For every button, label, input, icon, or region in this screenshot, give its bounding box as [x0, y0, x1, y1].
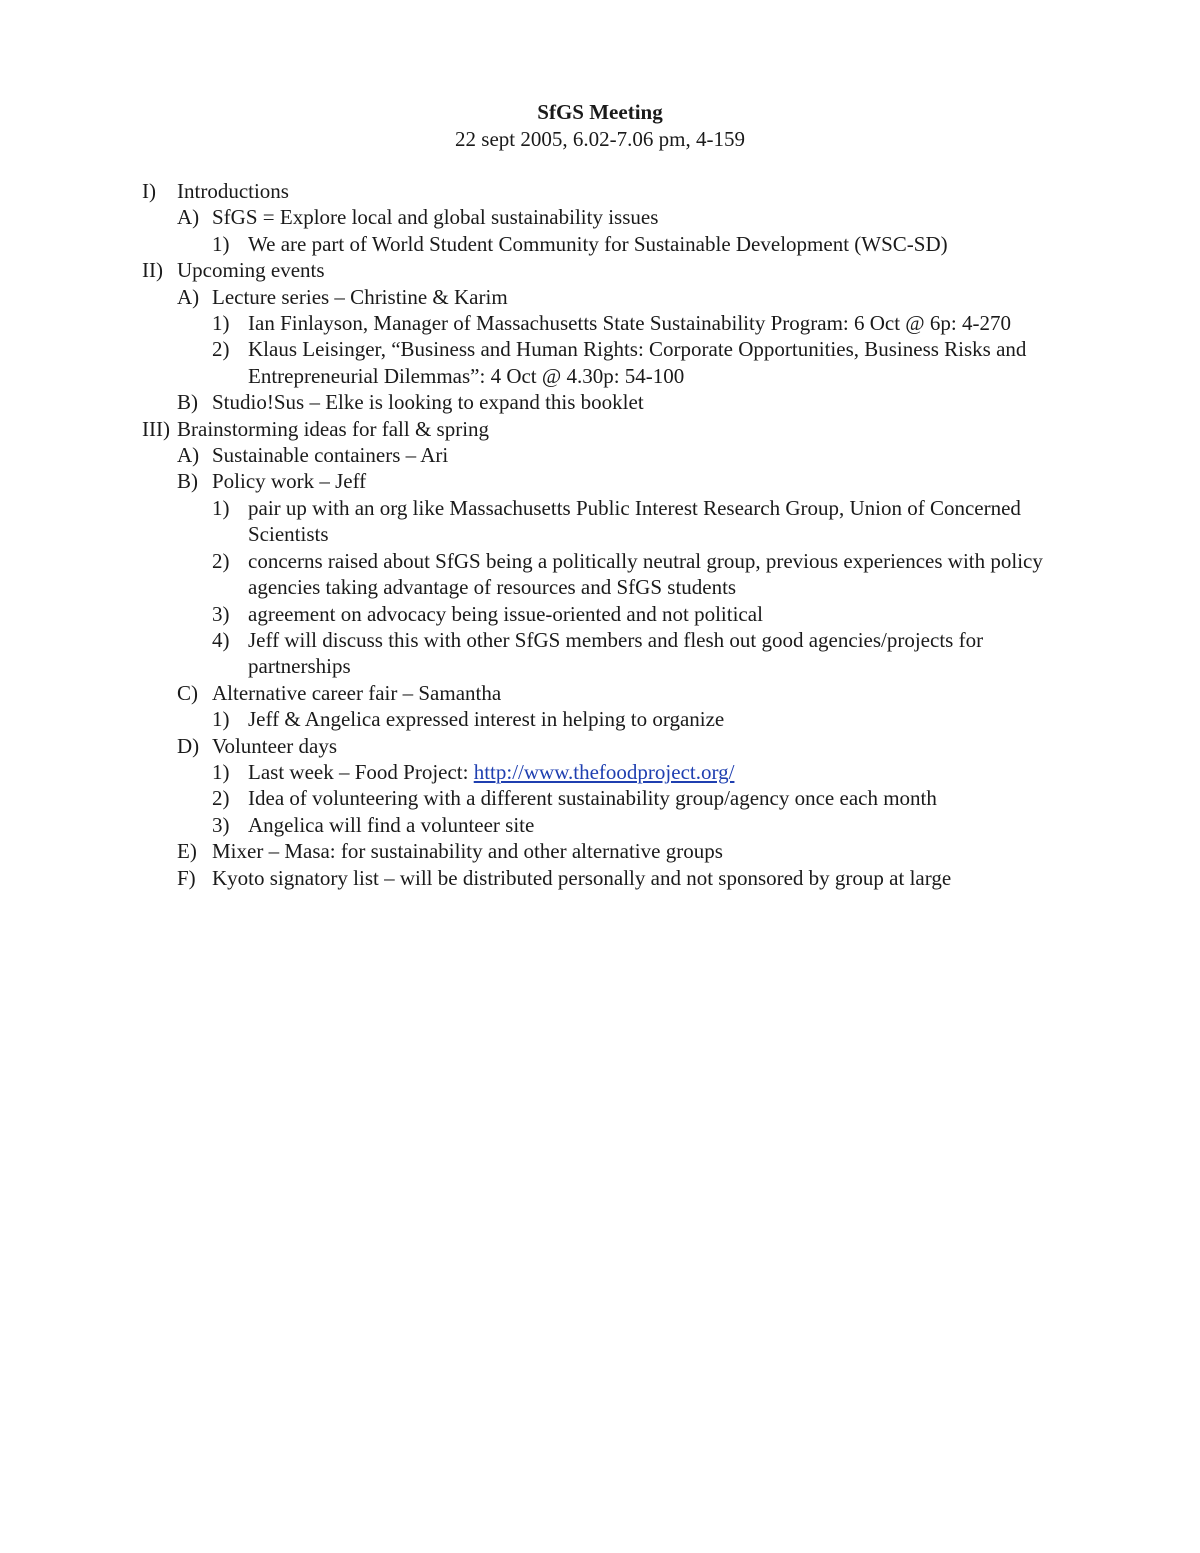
outline-item-monthly-volunteering — [0, 785, 1200, 811]
item-number: I) — [142, 179, 156, 203]
outline-item-pair-up-org — [0, 495, 1200, 548]
meeting-date-time-room: 22 sept 2005, 6.02-7.06 pm, 4-159 — [455, 127, 745, 151]
outline-item-organize-interest — [0, 706, 1200, 732]
item-number: B) — [177, 469, 198, 494]
item-text: Volunteer days — [212, 733, 338, 758]
outline-item-food-project — [0, 759, 1200, 785]
item-text: Idea of volunteering with a different sustainability group/agency once each month — [248, 786, 937, 811]
item-number: B) — [177, 390, 198, 415]
item-number: II) — [142, 258, 163, 283]
item-number: 1) — [212, 311, 230, 336]
item-text: Ian Finlayson, Manager of Massachusetts State Sustainability Program: 6 Oct @ 6p: 4-270 — [248, 311, 1011, 336]
item-text: Sustainable containers – Ari — [212, 443, 449, 468]
outline-item-volunteer-days — [0, 733, 1200, 759]
item-number: 1) — [212, 707, 230, 732]
item-text: Mixer – Masa: for sustainability and other alternative groups — [212, 839, 723, 864]
outline-item-sustainable-containers — [0, 442, 1200, 468]
item-number: A) — [177, 205, 200, 230]
item-text: Kyoto signatory list – will be distributed personally and not sponsored by group at large — [212, 865, 952, 890]
outline-item-upcoming-events — [0, 257, 1200, 283]
outline-item-sfgs-purpose — [0, 204, 1200, 230]
item-number: 2) — [212, 548, 230, 573]
item-number: E) — [177, 839, 197, 864]
item-text: Brainstorming ideas for fall & spring — [177, 416, 490, 441]
item-text: concerns raised about SfGS being a politically neutral group, previous experiences with policy agencies taking advantage of resources and SfGS students — [248, 548, 1043, 600]
item-text: Upcoming events — [177, 258, 325, 283]
meeting-outline — [0, 178, 1200, 891]
item-text: Alternative career fair – Samantha — [212, 680, 502, 705]
item-text: SfGS = Explore local and global sustainability issues — [212, 205, 659, 230]
outline-item-wsc-sd — [0, 231, 1200, 257]
item-text: Jeff will discuss this with other SfGS members and flesh out good agencies/projects for partnerships — [248, 627, 984, 679]
item-text-container — [248, 759, 1056, 785]
outline-item-lecture-series — [0, 284, 1200, 310]
item-text: Klaus Leisinger, “Business and Human Rights: Corporate Opportunities, Business Risks and Entrepreneurial Dilemmas”: 4 Oct @ 4.30p: 54-100 — [248, 337, 1027, 388]
item-number: 3) — [212, 601, 230, 626]
outline-item-career-fair — [0, 680, 1200, 706]
item-number: 1) — [212, 495, 230, 520]
outline-item-kyoto-list — [0, 865, 1200, 891]
item-number: 1) — [212, 759, 230, 784]
outline-item-neutrality-concerns — [0, 548, 1200, 601]
item-number: 1) — [212, 231, 230, 256]
item-text: Last week – Food Project: — [248, 759, 474, 784]
item-text: pair up with an org like Massachusetts Public Interest Research Group, Union of Concerned Scientists — [248, 495, 1021, 547]
outline-item-studio-sus — [0, 389, 1200, 415]
item-text: Introductions — [177, 179, 289, 203]
page-title: SfGS Meeting — [537, 100, 663, 124]
outline-item-introductions — [0, 178, 1200, 204]
item-text: Lecture series – Christine & Karim — [212, 284, 508, 309]
outline-item-volunteer-site — [0, 812, 1200, 838]
outline-item-policy-work — [0, 468, 1200, 494]
item-number: A) — [177, 443, 200, 468]
item-number: D) — [177, 733, 200, 758]
item-text: Angelica will find a volunteer site — [248, 812, 535, 837]
item-number: 3) — [212, 812, 230, 837]
item-number: C) — [177, 680, 198, 705]
item-number: 2) — [212, 337, 230, 362]
outline-item-finlayson-lecture — [0, 310, 1200, 336]
item-number: F) — [177, 865, 196, 890]
item-number: 2) — [212, 786, 230, 811]
item-text: Policy work – Jeff — [212, 469, 367, 494]
outline-item-advocacy-agreement — [0, 601, 1200, 627]
item-number: III) — [142, 416, 170, 441]
item-number: A) — [177, 284, 200, 309]
item-number: 4) — [212, 627, 230, 652]
outline-item-leisinger-lecture — [0, 336, 1200, 389]
item-text: agreement on advocacy being issue-oriented and not political — [248, 601, 763, 626]
outline-item-brainstorming — [0, 416, 1200, 442]
food-project-link[interactable]: http://www.thefoodproject.org/ — [473, 759, 735, 784]
item-text: Studio!Sus – Elke is looking to expand this booklet — [212, 390, 644, 415]
item-text: Jeff & Angelica expressed interest in helping to organize — [248, 707, 725, 732]
item-text: We are part of World Student Community for Sustainable Development (WSC-SD) — [248, 231, 948, 256]
outline-item-jeff-partnerships — [0, 627, 1200, 680]
outline-item-mixer — [0, 838, 1200, 864]
